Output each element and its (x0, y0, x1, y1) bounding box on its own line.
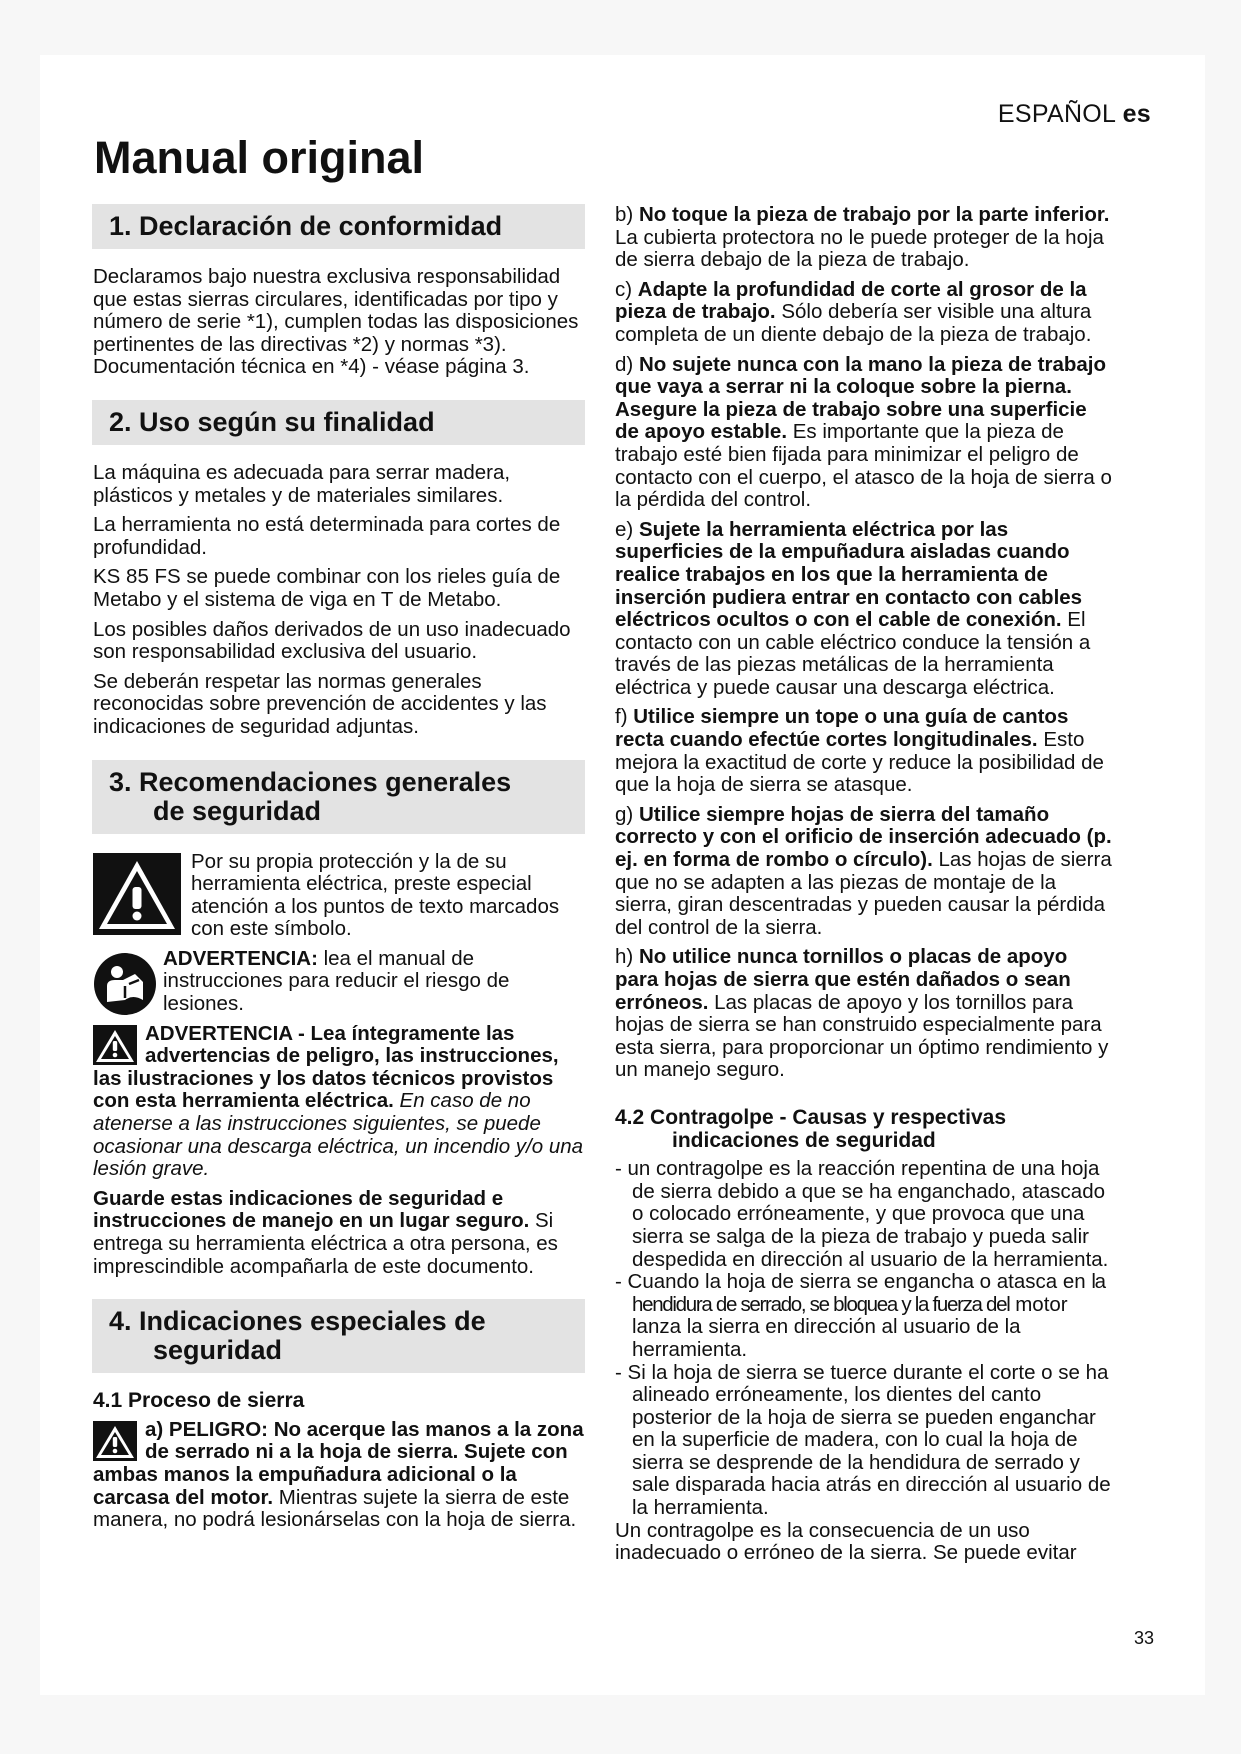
item-d: d) No sujete nunca con la mano la pieza de trabajo que vaya a serrar ni la coloque sobre la pierna. Asegure la pieza de trabajo sobre una superficie de apoyo estable. Es importante que la pieza de trabajo esté bien fijada para minimizar el peligro de contacto con el cuerpo, el atasco de la hoja de sierra o la pérdida del control. (615, 352, 1112, 512)
warning-triangle-icon (93, 853, 181, 935)
language-code: es (1122, 100, 1151, 128)
subsection-4-1-heading: 4.1 Proceso de sierra (93, 1389, 305, 1413)
item-h: h) No utilice nunca tornillos o placas de apoyo para hojas de sierra que estén dañados o sean erróneos. Las placas de apoyo y los tornillos para hojas de sierra se han construido especialmente para esta sierra, para proporcionar un óptimo rendimiento y un manejo seguro. (615, 945, 1109, 1082)
right-column (615, 204, 1115, 1572)
section-4-heading: 4. Indicaciones especiales de seguridad (92, 1299, 585, 1373)
warning-symbol-note: Por su propia protección y la de su herramienta eléctrica, preste especial atención a los puntos de texto marcados con este símbolo. (93, 851, 585, 941)
read-manual-warning: ADVERTENCIA: lea el manual de instrucciones para reducir el riesgo de lesiones. (93, 948, 585, 1016)
danger-warning: a) PELIGRO: No acerque las manos a la zona de serrado ni a la hoja de sierra. Sujete con ambas manos la empuñadura adicional o la carcasa del motor. Mientras sujete la sierra de este manera, no podrá lesionárselas con la hoja de sierra. (93, 1417, 584, 1532)
page-number: 33 (1134, 1628, 1155, 1648)
left-column (93, 204, 585, 1539)
warning-triangle-icon (93, 1421, 137, 1461)
item-e: e) Sujete la herramienta eléctrica por las superficies de la empuñadura aisladas cuando realice trabajos en los que la herramienta de inserción pudiera entrar en contacto con cables eléctricos ocultos o con el cable de conexión. El contacto con un cable eléctrico conduce la tensión a través de las piezas metálicas de la herramienta eléctrica y puede causar una descarga eléctrica. (615, 517, 1091, 699)
item-c: c) Adapte la profundidad de corte al grosor de la pieza de trabajo. Sólo debería ser visible una altura completa de un diente debajo de la pieza de trabajo. (615, 277, 1092, 346)
section-2-p5: Se deberán respetar las normas generales reconocidas sobre prevención de accidentes y las indicaciones de seguridad adjuntas. (93, 669, 547, 738)
subsection-4-2-heading: 4.2 Contragolpe - Causas y respectivas indicaciones de seguridad (615, 1105, 1006, 1152)
warning-triangle-icon (93, 1025, 137, 1065)
section-2-p2: La herramienta no está determinada para cortes de profundidad. (93, 513, 561, 559)
item-b: b) No toque la pieza de trabajo por la parte inferior. La cubierta protectora no le puede proteger de la hoja de sierra debajo de la pieza de trabajo. (615, 203, 1110, 272)
read-manual-icon (93, 952, 157, 1016)
kickback-item-3: - Si la hoja de sierra se tuerce durante el corte o se ha alineado erróneamente, los dientes del canto posterior de la hoja de sierra se pueden enganchar en la superficie de madera, con lo cual la hoja de sierra se desprende de la hendidura de serrado y sale disparada hacia atrás en dirección al usuario de la herramienta. (615, 1360, 1111, 1520)
section-1-text: Declaramos bajo nuestra exclusiva responsabilidad que estas sierras circulares, identificadas por tipo y número de serie *1), cumplen todas las disposiciones pertinentes de las directivas *2) y normas *3). Documentación técnica en *4) - véase página 3. (93, 265, 579, 379)
page-title: Manual original (94, 132, 425, 183)
section-3-heading: 3. Recomendaciones generales de seguridad (92, 760, 585, 834)
keep-instructions: Guarde estas indicaciones de seguridad e instrucciones de manejo en un lugar seguro. Si entrega su herramienta eléctrica a otra persona, es imprescindible acompañarla de este documento. (93, 1186, 558, 1278)
section-2-p1: La máquina es adecuada para serrar madera, plásticos y metales y de materiales similares. (93, 460, 511, 507)
section-2-p3: KS 85 FS se puede combinar con los rieles guía de Metabo y el sistema de viga en T de Metabo. (93, 565, 561, 611)
kickback-item-1: - un contragolpe es la reacción repentina de una hoja de sierra debido a que se ha enganchado, atascado o colocado erróneamente, y que provoca que una sierra se salga de la pieza de trabajo y pueda salir despedida en dirección al usuario de la herramienta. (615, 1157, 1109, 1271)
language-header: ESPAÑOL es (997, 100, 1151, 128)
kickback-item-2: - Cuando la hoja de sierra se engancha o atasca en la hendidura de serrado, se bloquea y la fuerza del motor lanza la sierra en dirección al usuario de la herramienta. (615, 1270, 1105, 1361)
general-warning: ADVERTENCIA - Lea íntegramente las advertencias de peligro, las instrucciones, las ilustraciones y los datos técnicos provistos con esta herramienta eléctrica. En caso de no atenerse a las instrucciones siguientes, se puede ocasionar una descarga eléctrica, un incendio y/o una lesión grave. (93, 1021, 584, 1181)
item-f: f) Utilice siempre un tope o una guía de cantos recta cuando efectúe cortes longitudinales. Esto mejora la exactitud de corte y reduce la posibilidad de que la hoja de sierra se atasque. (615, 705, 1104, 797)
section-2-p4: Los posibles daños derivados de un uso inadecuado son responsabilidad exclusiva del usuario. (93, 617, 571, 664)
section-1-heading: 1. Declaración de conformidad (92, 204, 585, 249)
item-g: g) Utilice siempre hojas de sierra del tamaño correcto y con el orificio de inserción adecuado (p. ej. en forma de rombo o círculo). Las hojas de sierra que no se adapten a las piezas de montaje de la sierra, giran descentradas y pueden causar la pérdida del control de la sierra. (615, 802, 1112, 939)
section-2-heading: 2. Uso según su finalidad (92, 400, 585, 445)
kickback-summary: Un contragolpe es la consecuencia de un uso inadecuado o erróneo de la sierra. Se puede evitar (615, 1518, 1077, 1565)
